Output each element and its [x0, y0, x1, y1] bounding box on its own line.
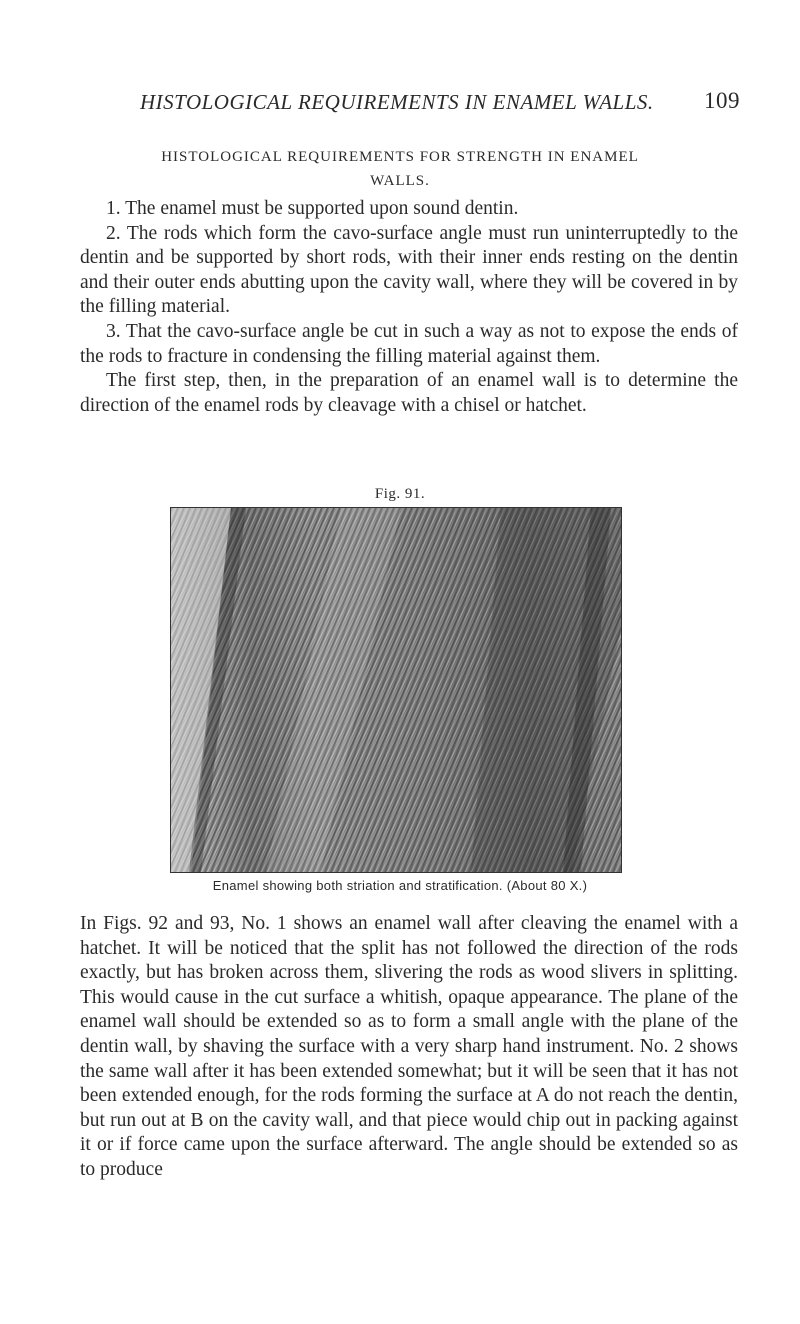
paragraph-figs-92-93: In Figs. 92 and 93, No. 1 shows an enamel wall after cleaving the enamel with a hatchet. It will be noticed that the split has not followed the direction of the rods exactly, but has broken across them, slivering the rods as wood slivers in splitting. This would cause in the cut surface a whitish, opaque appearance. The plane of the enamel wall should be extended so as to form a small angle with the plane of the dentin wall, by shaving the surface with a very sharp hand instrument. No. 2 shows the same wall after it has been extended somewhat; but it will be seen that it has not been extended enough, for the rods forming the surface at A do not reach the dentin, but run out at B on the cavity wall, and that piece would chip out in packing against it or if force came upon the surface afterward. The angle should be extended so as to produce	[80, 913, 738, 1180]
body-text-bottom	[80, 912, 738, 1183]
section-title	[80, 145, 720, 193]
enamel-micrograph	[170, 507, 622, 873]
section-title-line-1: HISTOLOGICAL REQUIREMENTS FOR STRENGTH IN ENAMEL	[161, 149, 639, 165]
figure-caption: Enamel showing both striation and stratification. (About 80 X.)	[212, 878, 588, 893]
figure-label: Fig. 91.	[374, 486, 426, 502]
paragraph-requirement-3: 3. That the cavo-surface angle be cut in such a way as not to expose the ends of the rods to fracture in condensing the filling material against them.	[80, 320, 738, 367]
paragraph-first-step: The first step, then, in the preparation of an enamel wall is to determine the direction of the enamel rods by cleavage with a chisel or hatchet.	[80, 370, 738, 416]
paragraph-requirement-2: 2. The rods which form the cavo-surface angle must run uninterruptedly to the dentin and be supported by short rods, with their inner ends resting on the dentin and their outer ends abutting upon the cavity wall, where they will be covered in by the filling material.	[80, 222, 738, 318]
paragraph-requirement-1: 1. The enamel must be supported upon sound dentin.	[106, 198, 519, 219]
body-text-top	[80, 197, 738, 418]
running-head-title: HISTOLOGICAL REQUIREMENTS IN ENAMEL WALLS.	[140, 90, 654, 114]
page-number: 109	[704, 88, 740, 113]
section-title-line-2: WALLS.	[370, 173, 430, 189]
